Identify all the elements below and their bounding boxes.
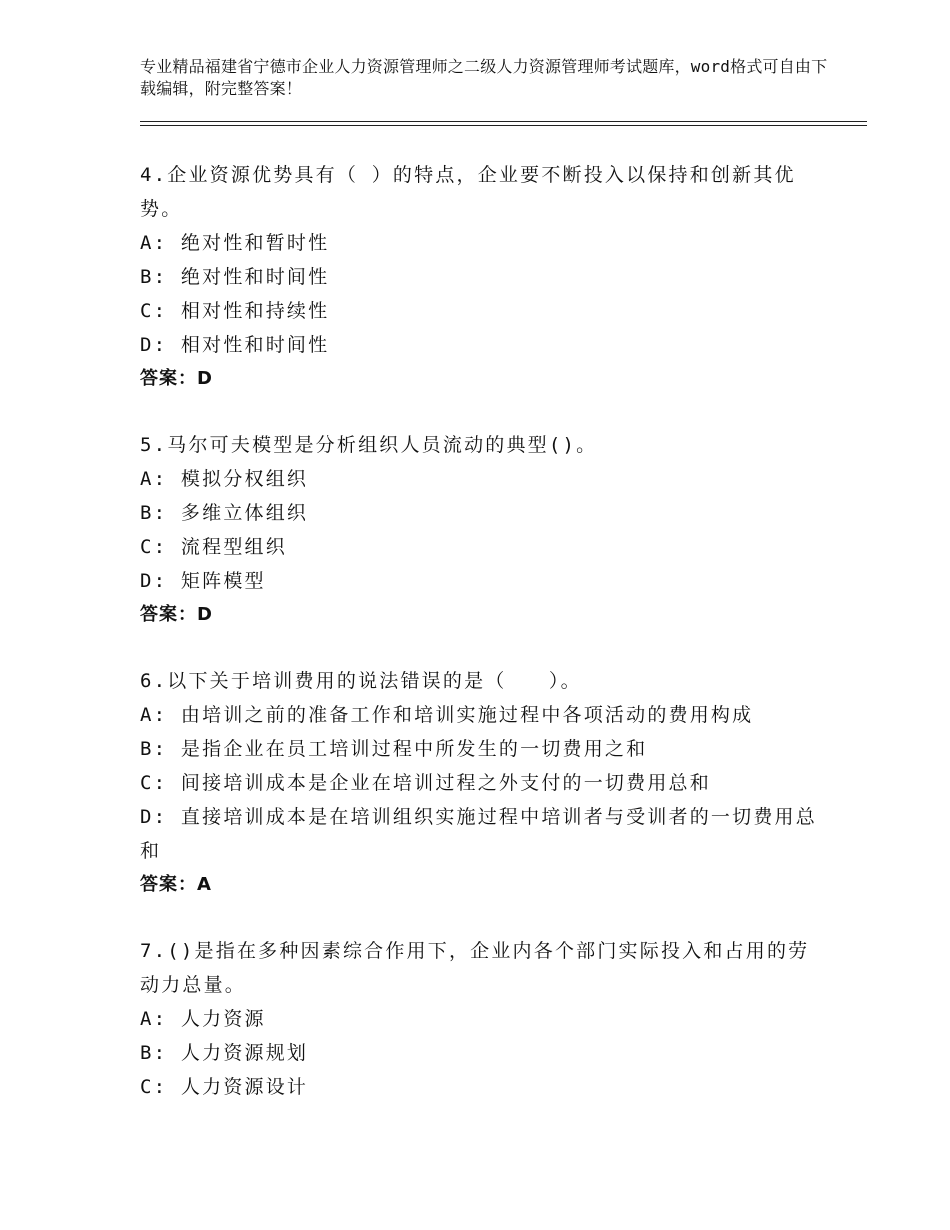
document-header-title: 专业精品福建省宁德市企业人力资源管理师之二级人力资源管理师考试题库，word格式可自由下载编辑，附完整答案！ [140, 57, 828, 98]
question-4 [140, 158, 820, 396]
option-c: C: 人力资源设计 [140, 1076, 309, 1098]
header-divider-bottom [140, 125, 867, 126]
question-stem: 5.马尔可夫模型是分析组织人员流动的典型()。 [140, 434, 598, 456]
answer-line: 答案：D [140, 368, 213, 389]
question-5 [140, 428, 820, 632]
question-stem: 6.以下关于培训费用的说法错误的是（ ）。 [140, 670, 582, 692]
question-stem: 7.()是指在多种因素综合作用下，企业内各个部门实际投入和占用的劳动力总量。 [140, 940, 810, 996]
option-b: B: 绝对性和时间性 [140, 266, 330, 288]
question-6 [140, 664, 820, 902]
option-c: C: 流程型组织 [140, 536, 287, 558]
answer-line: 答案：D [140, 604, 213, 625]
question-7 [140, 934, 820, 1104]
option-b: B: 人力资源规划 [140, 1042, 309, 1064]
option-a: A: 模拟分权组织 [140, 468, 309, 490]
answer-line: 答案：A [140, 874, 212, 895]
question-list [140, 158, 820, 1136]
option-c: C: 相对性和持续性 [140, 300, 330, 322]
option-c: C: 间接培训成本是企业在培训过程之外支付的一切费用总和 [140, 772, 711, 794]
question-stem: 4.企业资源优势具有（ ）的特点，企业要不断投入以保持和创新其优势。 [140, 164, 796, 220]
header-divider-top [140, 121, 867, 122]
option-a: A: 绝对性和暂时性 [140, 232, 330, 254]
option-d: D: 直接培训成本是在培训组织实施过程中培训者与受训者的一切费用总和 [140, 806, 817, 862]
option-b: B: 是指企业在员工培训过程中所发生的一切费用之和 [140, 738, 648, 760]
option-d: D: 相对性和时间性 [140, 334, 330, 356]
option-a: A: 人力资源 [140, 1008, 266, 1030]
option-a: A: 由培训之前的准备工作和培训实施过程中各项活动的费用构成 [140, 704, 754, 726]
option-b: B: 多维立体组织 [140, 502, 309, 524]
option-d: D: 矩阵模型 [140, 570, 266, 592]
